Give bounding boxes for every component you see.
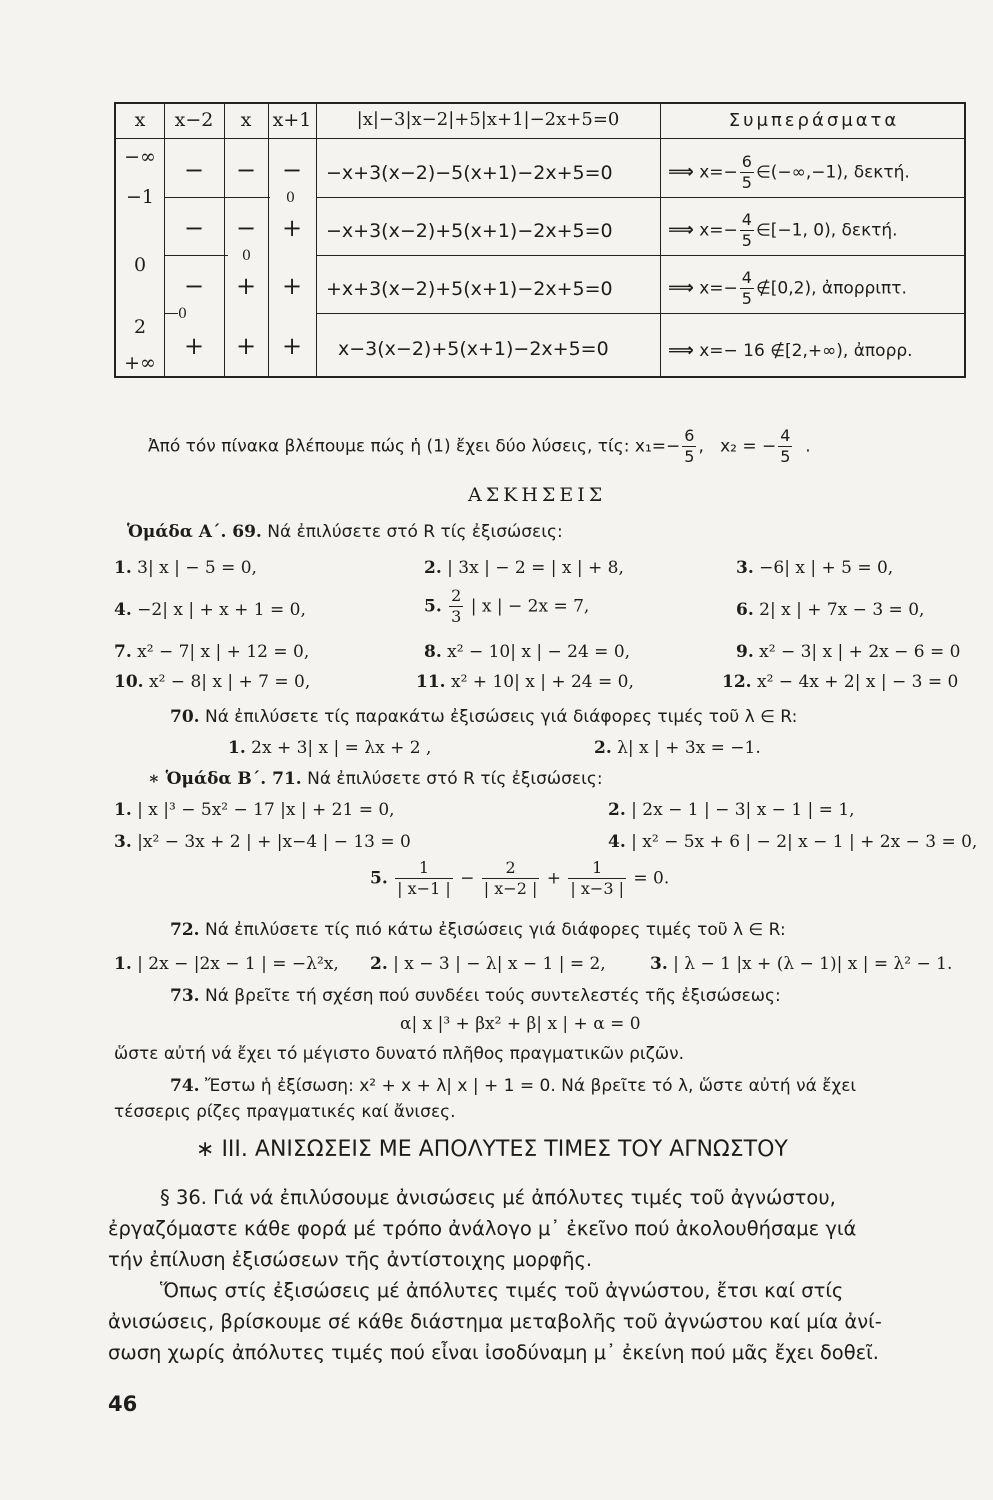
table-conclusion: [148, 428, 811, 465]
header-equation: |x|−3|x−2|+5|x+1|−2x+5=0: [356, 109, 620, 130]
item-number: 3.: [736, 558, 754, 578]
fraction-numerator: 4: [780, 426, 791, 445]
fraction-denominator: 3: [451, 607, 462, 626]
result-interval: ∉[2,+∞), ἀπορρ.: [770, 341, 913, 361]
paragraph-line: σωση χωρίς ἀπόλυτες τιμές πού εἶναι ἰσοδύναμη μ᾽ ἐκείνη πού μᾶς ἔχει δοθεῖ.: [108, 1341, 879, 1364]
zero-mark: 0: [286, 190, 295, 206]
exercise-instruction: Νά ἐπιλύσετε τίς παρακάτω ἐξισώσεις γιά διάφορες τιμές τοῦ λ ∈ R:: [204, 707, 798, 727]
row-equation: x−3(x−2)+5(x+1)−2x+5=0: [338, 338, 609, 360]
fraction-denominator: 5: [780, 447, 791, 466]
equation-item: [114, 672, 310, 692]
item-number: 1.: [114, 558, 132, 578]
separator: ,: [698, 436, 704, 457]
item-equation: |x² − 3x + 2 | + |x−4 | − 13 = 0: [137, 832, 411, 852]
item-equation: 2x + 3| x | = λx + 2 ,: [251, 738, 432, 758]
operator: +: [546, 868, 561, 889]
col-divider: [268, 104, 269, 376]
fraction-numerator: 2: [451, 586, 462, 605]
item-equation: | 3x | − 2 = | x | + 8,: [447, 558, 624, 578]
fraction-numerator: 1: [592, 858, 603, 877]
exercise-instruction: Νά ἐπιλύσετε στό R τίς ἐξισώσεις:: [267, 522, 563, 542]
fraction-denominator: 5: [741, 289, 752, 308]
exercise-instruction: Νά ἐπιλύσετε στό R τίς ἐξισώσεις:: [307, 769, 603, 789]
item-number: 5.: [424, 596, 442, 617]
result-lhs: x=−: [699, 162, 738, 183]
item-equation: | x | − 2x = 7,: [470, 596, 590, 617]
implies-arrow: ⟹: [668, 161, 694, 183]
exercise-70: [170, 707, 797, 727]
item-equation: | 2x − 1 | − 3| x − 1 | = 1,: [631, 800, 855, 820]
sign: +: [281, 272, 303, 300]
item-equation: x² − 10| x | − 24 = 0,: [447, 642, 631, 662]
equation-item: [424, 642, 630, 662]
equation-item: [736, 558, 893, 578]
exercise-73: [170, 986, 781, 1006]
col-divider: [224, 104, 225, 376]
point-0: 0: [133, 254, 147, 276]
item-equation: x² − 4x + 2| x | − 3 = 0: [756, 672, 959, 692]
implies-arrow: ⟹: [668, 277, 694, 299]
sign: −: [235, 214, 257, 242]
exercise-label: ∗ Ὁμάδα Β΄. 71.: [148, 769, 302, 789]
item-number: 2.: [594, 738, 612, 758]
item-equation: | λ − 1 |x + (λ − 1)| x | = λ² − 1.: [673, 954, 953, 974]
item-number: 11.: [416, 672, 446, 692]
sign: +: [183, 332, 205, 360]
equation-item: [416, 672, 634, 692]
item-equation: 3| x | − 5 = 0,: [137, 558, 257, 578]
header-x: x: [134, 109, 146, 131]
fraction-numerator: 1: [418, 858, 430, 877]
row-equation: +x+3(x−2)+5(x+1)−2x+5=0: [326, 278, 613, 300]
row-result: [668, 154, 910, 191]
equation-item: [722, 672, 958, 692]
item-equation: | x |³ − 5x² − 17 |x | + 21 = 0,: [137, 800, 395, 820]
item-equation: −2| x | + x + 1 = 0,: [137, 600, 306, 620]
exercise-72: [170, 920, 786, 940]
equation-item: [736, 642, 960, 662]
item-equation: x² − 3| x | + 2x − 6 = 0: [759, 642, 961, 662]
equation-item: [114, 600, 306, 620]
exercise-label: 70.: [170, 707, 200, 727]
exercise-instruction: Νά ἐπιλύσετε τίς πιό κάτω ἐξισώσεις γιά διάφορες τιμές τοῦ λ ∈ R:: [204, 920, 786, 940]
header-x-minus-2: x−2: [174, 109, 214, 131]
sign: −: [183, 214, 205, 242]
item-equation: | x − 3 | − λ| x − 1 | = 2,: [393, 954, 606, 974]
exercise-73-equation: α| x |³ + βx² + β| x | + α = 0: [400, 1014, 641, 1034]
equation-item: [114, 642, 309, 662]
equation-item: [424, 558, 624, 578]
zero-mark: 0: [242, 248, 251, 264]
equation-item: [608, 800, 855, 820]
group-a-heading: [127, 522, 563, 542]
fraction-numerator: 2: [505, 858, 516, 877]
fraction-numerator: 6: [684, 426, 695, 445]
header-divider: [116, 138, 964, 139]
item-number: 4.: [608, 832, 626, 852]
item-number: 10.: [114, 672, 144, 692]
fraction-denominator: | x−2 |: [483, 879, 538, 898]
sign: −: [183, 272, 205, 300]
item-number: 12.: [722, 672, 752, 692]
period: .: [805, 436, 811, 457]
item-number: 2.: [424, 558, 442, 578]
item-equation: x² − 7| x | + 12 = 0,: [137, 642, 310, 662]
item-equation: λ| x | + 3x = −1.: [617, 738, 761, 758]
col-divider: [660, 104, 661, 376]
row-equation: −x+3(x−2)+5(x+1)−2x+5=0: [326, 220, 613, 242]
zero-mark: 0: [178, 306, 187, 322]
sign: −: [235, 156, 257, 184]
result-fraction: [740, 270, 754, 307]
exercise-instruction: Νά βρεῖτε τή σχέση πού συνδέει τούς συντελεστές τῆς ἐξισώσεως:: [204, 986, 781, 1006]
sign: +: [281, 214, 303, 242]
col-divider: [316, 104, 317, 376]
equation-item: [114, 954, 339, 974]
result-lhs: x=− 16: [699, 341, 765, 361]
row-equation: −x+3(x−2)−5(x+1)−2x+5=0: [326, 162, 613, 184]
item-number: 2.: [608, 800, 626, 820]
item-fraction: [449, 588, 463, 625]
row-result: [668, 340, 913, 361]
row-divider: [316, 313, 964, 314]
row-divider: [316, 197, 964, 198]
point-minus-1: −1: [125, 186, 154, 208]
page-number: 46: [108, 1392, 138, 1416]
exercise-74: [170, 1076, 856, 1096]
item-equation: | x² − 5x + 6 | − 2| x − 1 | + 2x − 3 = 0,: [631, 832, 978, 852]
fraction-numerator: 6: [741, 152, 752, 171]
result-fraction: [740, 212, 754, 249]
equation-item: [370, 954, 606, 974]
item-number: 6.: [736, 600, 754, 620]
exercise-label: 74.: [170, 1076, 200, 1096]
equation-item: [114, 558, 257, 578]
point-2: 2: [133, 316, 147, 338]
sign: +: [235, 332, 257, 360]
interval-line: [164, 255, 228, 256]
equation-item: [114, 832, 411, 852]
exercise-label: Ὁμάδα Α΄. 69.: [127, 522, 262, 542]
point-minus-inf: −∞: [124, 146, 156, 168]
item-number: 9.: [736, 642, 754, 662]
item-number: 1.: [114, 800, 132, 820]
result-interval: ∈(−∞,−1), δεκτή.: [755, 162, 910, 183]
item-number: 5.: [370, 868, 388, 889]
result-fraction: [740, 154, 754, 191]
item-number: 1.: [114, 954, 132, 974]
sign: +: [235, 272, 257, 300]
point-plus-inf: +∞: [124, 352, 156, 374]
fraction-denominator: | x−1 |: [397, 879, 451, 898]
section-title: III. ΑΝΙΣΩΣΕΙΣ ΜΕ ΑΠΟΛΥΤΕΣ ΤΙΜΕΣ ΤΟΥ ΑΓΝΩΣΤΟΥ: [221, 1137, 788, 1162]
equation-item: [594, 738, 761, 758]
x1-label: x₁=−: [634, 436, 681, 457]
paragraph-line: § 36. Γιά νά ἐπιλύσουμε ἀνισώσεις μέ ἀπόλυτες τιμές τοῦ ἀγνώστου,: [160, 1186, 836, 1209]
fraction-denominator: 5: [741, 173, 752, 192]
paragraph-line: Ὅπως στίς ἐξισώσεις μέ ἀπόλυτες τιμές τοῦ ἀγνώστου, ἔτσι καί στίς: [160, 1279, 844, 1302]
fraction-numerator: 4: [741, 210, 752, 229]
sign-table: [114, 102, 966, 378]
exercises-title: ΑΣΚΗΣΕΙΣ: [468, 484, 607, 506]
item-equation: 2| x | + 7x − 3 = 0,: [759, 600, 925, 620]
group-b-heading: [148, 769, 603, 789]
sign: −: [183, 156, 205, 184]
item-number: 8.: [424, 642, 442, 662]
fraction-denominator: 5: [741, 231, 752, 250]
item-number: 2.: [370, 954, 388, 974]
item-equation: | 2x − |2x − 1 | = −λ²x,: [137, 954, 339, 974]
item-number: 7.: [114, 642, 132, 662]
fraction-denominator: | x−3 |: [570, 879, 624, 898]
col-divider: [164, 104, 165, 376]
row-result: [668, 212, 898, 249]
row-result: [668, 270, 907, 307]
interval-line: [164, 197, 270, 198]
operator: −: [460, 868, 475, 889]
item-equation: x² + 10| x | + 24 = 0,: [450, 672, 634, 692]
exercise-74-continuation: τέσσερις ρίζες πραγματικές καί ἄνισες.: [114, 1102, 456, 1122]
item-equation: x² − 8| x | + 7 = 0,: [148, 672, 311, 692]
fraction-numerator: 4: [741, 268, 752, 287]
conclusion-text: Ἀπό τόν πίνακα βλέπουμε πώς ἡ (1) ἔχει δύο λύσεις, τίς:: [148, 436, 630, 457]
item-equation: = 0.: [633, 868, 670, 889]
paragraph-line: ἀνισώσεις, βρίσκουμε σέ κάθε διάστημα μεταβολῆς τοῦ ἀγνώστου καί μία ἀνί-: [108, 1310, 882, 1333]
header-conclusions: Συμπεράσματα: [728, 110, 900, 131]
x2-label: x₂ = −: [720, 436, 777, 457]
paragraph-line: τήν ἐπίλυση ἐξισώσεων τῆς ἀντίστοιχης μορφῆς.: [108, 1248, 593, 1271]
interval-line: [164, 313, 178, 314]
star-icon: ∗: [196, 1137, 215, 1162]
fraction: [568, 860, 626, 897]
item-equation: −6| x | + 5 = 0,: [759, 558, 894, 578]
exercise-label: 73.: [170, 986, 200, 1006]
exercise-label: 72.: [170, 920, 200, 940]
section-heading: [196, 1137, 788, 1162]
row-divider: [316, 255, 964, 256]
equation-item: [370, 860, 669, 897]
item-number: 4.: [114, 600, 132, 620]
fraction: [395, 860, 453, 897]
equation-item: [114, 800, 395, 820]
fraction-denominator: 5: [684, 447, 695, 466]
equation-item: [736, 600, 924, 620]
exercise-instruction: Ἔστω ἡ ἐξίσωση: x² + x + λ| x | + 1 = 0. Νά βρεῖτε τό λ, ὥστε αὐτή νά ἔχει: [204, 1076, 857, 1096]
item-number: 3.: [114, 832, 132, 852]
equation-item: [608, 832, 977, 852]
implies-arrow: ⟹: [668, 340, 694, 361]
header-x-plus-1: x+1: [272, 109, 312, 131]
exercise-73-continuation: ὥστε αὐτή νά ἔχει τό μέγιστο δυνατό πλῆθος πραγματικῶν ριζῶν.: [114, 1044, 685, 1064]
result-interval: ∉[0,2), ἀπορριπτ.: [755, 278, 907, 299]
result-lhs: x=−: [699, 278, 738, 299]
x2-fraction: [778, 428, 792, 465]
item-number: 1.: [228, 738, 246, 758]
equation-item: [228, 738, 431, 758]
result-lhs: x=−: [699, 220, 738, 241]
header-x2: x: [240, 109, 252, 131]
x1-fraction: [682, 428, 696, 465]
fraction: [482, 860, 540, 897]
equation-item: [424, 588, 589, 625]
item-number: 3.: [650, 954, 668, 974]
sign: −: [281, 156, 303, 184]
implies-arrow: ⟹: [668, 219, 694, 241]
result-interval: ∈[−1, 0), δεκτή.: [755, 220, 898, 241]
paragraph-line: ἐργαζόμαστε κάθε φορά μέ τρόπο ἀνάλογο μ᾽ ἐκεῖνο πού ἀκολουθήσαμε γιά: [108, 1217, 857, 1240]
sign: +: [281, 332, 303, 360]
equation-item: [650, 954, 952, 974]
